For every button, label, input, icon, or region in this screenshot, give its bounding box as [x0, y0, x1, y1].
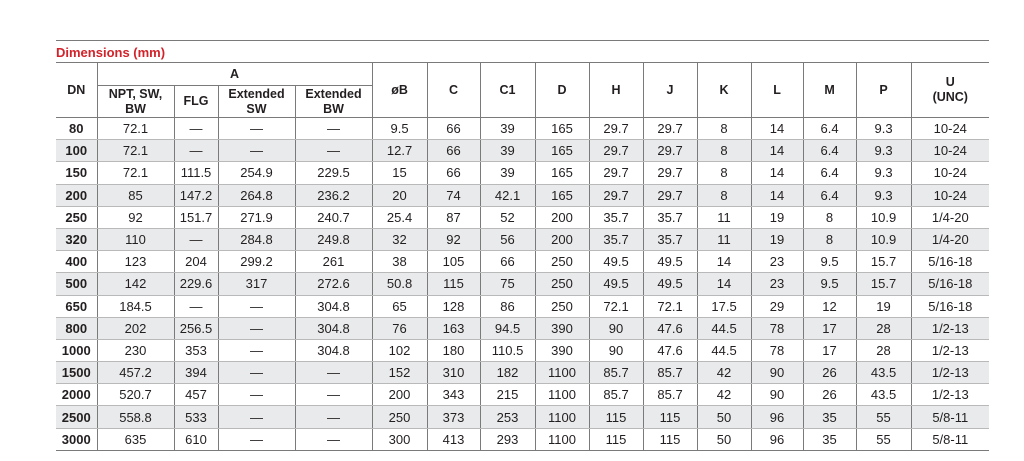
- table-cell: 14: [697, 251, 751, 273]
- table-row: [56, 184, 989, 206]
- table-cell: 47.6: [643, 317, 697, 339]
- table-cell: 90: [589, 317, 643, 339]
- table-cell: 215: [480, 384, 535, 406]
- table-cell: 6.4: [803, 140, 856, 162]
- row-dn-cell: 80: [56, 118, 97, 140]
- row-dn-cell: 320: [56, 228, 97, 250]
- table-cell: 8: [803, 206, 856, 228]
- table-cell: 43.5: [856, 384, 911, 406]
- table-cell: 6.4: [803, 118, 856, 140]
- table-cell: 250: [535, 273, 589, 295]
- table-cell: 115: [643, 428, 697, 450]
- table-cell: 236.2: [295, 184, 372, 206]
- table-cell: —: [295, 384, 372, 406]
- table-cell: 29.7: [589, 162, 643, 184]
- table-cell: 413: [427, 428, 480, 450]
- table-cell: 92: [427, 228, 480, 250]
- row-dn-cell: 1500: [56, 362, 97, 384]
- table-cell: 310: [427, 362, 480, 384]
- table-cell: 147.2: [174, 184, 218, 206]
- dimensions-document: [56, 40, 989, 451]
- table-cell: 151.7: [174, 206, 218, 228]
- table-cell: 85.7: [589, 384, 643, 406]
- table-cell: 49.5: [643, 273, 697, 295]
- header-a-group: A: [97, 63, 372, 86]
- table-cell: 12.7: [372, 140, 427, 162]
- table-cell: 123: [97, 251, 174, 273]
- table-cell: 11: [697, 206, 751, 228]
- table-cell: —: [295, 140, 372, 162]
- table-cell: 256.5: [174, 317, 218, 339]
- table-cell: 110: [97, 228, 174, 250]
- table-cell: 66: [427, 162, 480, 184]
- table-cell: 200: [372, 384, 427, 406]
- table-cell: 128: [427, 295, 480, 317]
- table-cell: 1/4-20: [911, 206, 989, 228]
- table-cell: 1/2-13: [911, 339, 989, 361]
- table-cell: 8: [697, 162, 751, 184]
- table-cell: 19: [751, 228, 803, 250]
- row-dn-cell: 200: [56, 184, 97, 206]
- table-cell: 55: [856, 428, 911, 450]
- table-cell: 304.8: [295, 295, 372, 317]
- table-cell: 1/2-13: [911, 362, 989, 384]
- table-cell: 635: [97, 428, 174, 450]
- table-cell: —: [174, 140, 218, 162]
- table-cell: 202: [97, 317, 174, 339]
- table-cell: 17.5: [697, 295, 751, 317]
- table-cell: 253: [480, 406, 535, 428]
- header-a-sub: FLG: [174, 86, 218, 118]
- table-cell: 105: [427, 251, 480, 273]
- table-cell: 8: [697, 184, 751, 206]
- table-cell: 35: [803, 406, 856, 428]
- table-cell: 90: [589, 339, 643, 361]
- row-dn-cell: 100: [56, 140, 97, 162]
- table-cell: 72.1: [643, 295, 697, 317]
- table-row: [56, 295, 989, 317]
- table-cell: 250: [372, 406, 427, 428]
- table-cell: 304.8: [295, 317, 372, 339]
- table-cell: 10.9: [856, 228, 911, 250]
- table-cell: 47.6: [643, 339, 697, 361]
- table-cell: 9.5: [372, 118, 427, 140]
- table-cell: 180: [427, 339, 480, 361]
- table-cell: 284.8: [218, 228, 295, 250]
- table-cell: 14: [751, 118, 803, 140]
- table-cell: 42: [697, 384, 751, 406]
- table-header: [56, 63, 989, 118]
- header-col: øB: [372, 63, 427, 118]
- table-cell: 5/16-18: [911, 273, 989, 295]
- table-cell: 72.1: [97, 162, 174, 184]
- table-cell: 304.8: [295, 339, 372, 361]
- table-cell: —: [295, 118, 372, 140]
- table-cell: —: [218, 384, 295, 406]
- table-cell: 250: [535, 251, 589, 273]
- table-cell: 72.1: [97, 140, 174, 162]
- table-cell: 5/8-11: [911, 406, 989, 428]
- table-cell: 55: [856, 406, 911, 428]
- table-cell: 78: [751, 317, 803, 339]
- table-cell: 102: [372, 339, 427, 361]
- table-cell: 10-24: [911, 162, 989, 184]
- table-row: [56, 339, 989, 361]
- table-cell: 35: [803, 428, 856, 450]
- table-cell: 23: [751, 251, 803, 273]
- row-dn-cell: 800: [56, 317, 97, 339]
- table-cell: 17: [803, 339, 856, 361]
- header-col: M: [803, 63, 856, 118]
- table-cell: 75: [480, 273, 535, 295]
- row-dn-cell: 2500: [56, 406, 97, 428]
- table-cell: 394: [174, 362, 218, 384]
- table-cell: 10-24: [911, 140, 989, 162]
- table-cell: 299.2: [218, 251, 295, 273]
- header-col: C: [427, 63, 480, 118]
- table-cell: 42.1: [480, 184, 535, 206]
- table-cell: 92: [97, 206, 174, 228]
- table-cell: 11: [697, 228, 751, 250]
- table-cell: 15: [372, 162, 427, 184]
- table-cell: 6.4: [803, 162, 856, 184]
- header-col: P: [856, 63, 911, 118]
- table-cell: 72.1: [589, 295, 643, 317]
- table-cell: 15.7: [856, 251, 911, 273]
- row-dn-cell: 400: [56, 251, 97, 273]
- table-cell: 29.7: [589, 118, 643, 140]
- table-cell: 1100: [535, 384, 589, 406]
- table-cell: 76: [372, 317, 427, 339]
- table-row: [56, 273, 989, 295]
- table-cell: 74: [427, 184, 480, 206]
- table-cell: 29.7: [643, 118, 697, 140]
- table-cell: 271.9: [218, 206, 295, 228]
- table-cell: 165: [535, 118, 589, 140]
- table-title: Dimensions (mm): [56, 45, 166, 60]
- table-cell: —: [218, 406, 295, 428]
- table-cell: 8: [697, 140, 751, 162]
- table-cell: 5/16-18: [911, 251, 989, 273]
- table-cell: 19: [856, 295, 911, 317]
- table-cell: 50: [697, 428, 751, 450]
- header-col: U (UNC): [911, 63, 989, 118]
- table-cell: 85: [97, 184, 174, 206]
- header-col: D: [535, 63, 589, 118]
- table-body: [56, 118, 989, 451]
- table-cell: 1100: [535, 362, 589, 384]
- table-cell: —: [174, 118, 218, 140]
- header-dn: DN: [56, 63, 97, 118]
- table-cell: 19: [751, 206, 803, 228]
- table-cell: 29.7: [643, 184, 697, 206]
- table-cell: 115: [589, 428, 643, 450]
- row-dn-cell: 1000: [56, 339, 97, 361]
- table-cell: 65: [372, 295, 427, 317]
- table-cell: 26: [803, 384, 856, 406]
- table-cell: 35.7: [589, 228, 643, 250]
- table-cell: 457: [174, 384, 218, 406]
- table-cell: 32: [372, 228, 427, 250]
- table-cell: —: [295, 406, 372, 428]
- table-cell: 38: [372, 251, 427, 273]
- table-cell: 25.4: [372, 206, 427, 228]
- table-cell: 229.6: [174, 273, 218, 295]
- table-cell: 39: [480, 162, 535, 184]
- table-cell: 1/2-13: [911, 384, 989, 406]
- table-row: [56, 384, 989, 406]
- table-cell: 29.7: [589, 184, 643, 206]
- table-cell: 50: [697, 406, 751, 428]
- table-cell: 94.5: [480, 317, 535, 339]
- table-cell: 28: [856, 317, 911, 339]
- table-cell: 1/2-13: [911, 317, 989, 339]
- table-cell: 152: [372, 362, 427, 384]
- table-cell: 261: [295, 251, 372, 273]
- table-cell: 85.7: [643, 362, 697, 384]
- table-cell: 29.7: [589, 140, 643, 162]
- table-cell: 86: [480, 295, 535, 317]
- header-a-sub: NPT, SW, BW: [97, 86, 174, 118]
- table-row: [56, 428, 989, 450]
- table-cell: 533: [174, 406, 218, 428]
- row-dn-cell: 250: [56, 206, 97, 228]
- table-cell: 115: [589, 406, 643, 428]
- table-cell: 78: [751, 339, 803, 361]
- table-cell: 49.5: [589, 273, 643, 295]
- header-col: K: [697, 63, 751, 118]
- table-cell: 8: [697, 118, 751, 140]
- table-row: [56, 206, 989, 228]
- table-cell: 43.5: [856, 362, 911, 384]
- row-dn-cell: 3000: [56, 428, 97, 450]
- table-cell: 14: [751, 162, 803, 184]
- table-cell: 240.7: [295, 206, 372, 228]
- table-cell: —: [295, 428, 372, 450]
- table-cell: 44.5: [697, 317, 751, 339]
- table-cell: 66: [427, 140, 480, 162]
- table-cell: 49.5: [589, 251, 643, 273]
- table-cell: 5/16-18: [911, 295, 989, 317]
- table-cell: 14: [751, 184, 803, 206]
- table-cell: 264.8: [218, 184, 295, 206]
- title-bar: [56, 40, 989, 62]
- table-cell: 184.5: [97, 295, 174, 317]
- table-cell: 87: [427, 206, 480, 228]
- table-cell: 39: [480, 118, 535, 140]
- table-cell: 12: [803, 295, 856, 317]
- table-cell: 96: [751, 406, 803, 428]
- row-dn-cell: 500: [56, 273, 97, 295]
- table-cell: 56: [480, 228, 535, 250]
- table-cell: 165: [535, 140, 589, 162]
- table-cell: 23: [751, 273, 803, 295]
- dimensions-table: [56, 62, 989, 451]
- table-cell: 390: [535, 339, 589, 361]
- table-cell: 96: [751, 428, 803, 450]
- header-col: H: [589, 63, 643, 118]
- table-cell: 142: [97, 273, 174, 295]
- table-row: [56, 362, 989, 384]
- table-cell: 200: [535, 206, 589, 228]
- table-cell: 5/8-11: [911, 428, 989, 450]
- table-cell: 10.9: [856, 206, 911, 228]
- table-cell: 85.7: [643, 384, 697, 406]
- table-cell: 163: [427, 317, 480, 339]
- table-row: [56, 228, 989, 250]
- table-cell: 44.5: [697, 339, 751, 361]
- table-cell: 229.5: [295, 162, 372, 184]
- table-cell: 85.7: [589, 362, 643, 384]
- table-cell: 165: [535, 184, 589, 206]
- table-cell: 9.5: [803, 251, 856, 273]
- table-cell: —: [218, 317, 295, 339]
- table-cell: 20: [372, 184, 427, 206]
- table-cell: 343: [427, 384, 480, 406]
- table-cell: 272.6: [295, 273, 372, 295]
- table-cell: 28: [856, 339, 911, 361]
- table-cell: 35.7: [643, 206, 697, 228]
- table-cell: 182: [480, 362, 535, 384]
- table-cell: 1100: [535, 406, 589, 428]
- table-cell: —: [295, 362, 372, 384]
- table-cell: 110.5: [480, 339, 535, 361]
- table-cell: 558.8: [97, 406, 174, 428]
- header-a-sub: Extended BW: [295, 86, 372, 118]
- table-row: [56, 162, 989, 184]
- table-cell: 373: [427, 406, 480, 428]
- table-cell: 457.2: [97, 362, 174, 384]
- table-cell: 9.5: [803, 273, 856, 295]
- table-cell: 50.8: [372, 273, 427, 295]
- table-cell: 10-24: [911, 118, 989, 140]
- row-dn-cell: 650: [56, 295, 97, 317]
- table-cell: 1100: [535, 428, 589, 450]
- table-cell: 9.3: [856, 118, 911, 140]
- table-cell: 90: [751, 384, 803, 406]
- table-cell: —: [174, 228, 218, 250]
- table-cell: 66: [480, 251, 535, 273]
- table-cell: 115: [427, 273, 480, 295]
- table-cell: 26: [803, 362, 856, 384]
- table-cell: 14: [751, 140, 803, 162]
- table-cell: 72.1: [97, 118, 174, 140]
- table-row: [56, 118, 989, 140]
- table-cell: 9.3: [856, 162, 911, 184]
- table-cell: 317: [218, 273, 295, 295]
- table-cell: 35.7: [589, 206, 643, 228]
- table-cell: 10-24: [911, 184, 989, 206]
- table-cell: 254.9: [218, 162, 295, 184]
- header-col: J: [643, 63, 697, 118]
- table-cell: —: [218, 339, 295, 361]
- table-cell: 35.7: [643, 228, 697, 250]
- table-row: [56, 140, 989, 162]
- table-cell: 15.7: [856, 273, 911, 295]
- header-col: L: [751, 63, 803, 118]
- header-col: C1: [480, 63, 535, 118]
- table-cell: 52: [480, 206, 535, 228]
- table-cell: 17: [803, 317, 856, 339]
- table-cell: —: [174, 295, 218, 317]
- table-cell: —: [218, 118, 295, 140]
- table-cell: 390: [535, 317, 589, 339]
- table-cell: 200: [535, 228, 589, 250]
- table-cell: 29: [751, 295, 803, 317]
- table-cell: 249.8: [295, 228, 372, 250]
- table-cell: 6.4: [803, 184, 856, 206]
- table-cell: 39: [480, 140, 535, 162]
- table-cell: 520.7: [97, 384, 174, 406]
- table-cell: 230: [97, 339, 174, 361]
- table-cell: 29.7: [643, 162, 697, 184]
- table-cell: 1/4-20: [911, 228, 989, 250]
- table-cell: 204: [174, 251, 218, 273]
- table-row: [56, 251, 989, 273]
- table-cell: 165: [535, 162, 589, 184]
- table-cell: —: [218, 428, 295, 450]
- table-cell: 250: [535, 295, 589, 317]
- table-cell: 66: [427, 118, 480, 140]
- table-cell: —: [218, 140, 295, 162]
- table-cell: 49.5: [643, 251, 697, 273]
- table-cell: 8: [803, 228, 856, 250]
- table-cell: 14: [697, 273, 751, 295]
- table-cell: 42: [697, 362, 751, 384]
- table-cell: 9.3: [856, 184, 911, 206]
- table-cell: 9.3: [856, 140, 911, 162]
- table-cell: —: [218, 295, 295, 317]
- table-cell: 115: [643, 406, 697, 428]
- header-a-sub: Extended SW: [218, 86, 295, 118]
- table-cell: 300: [372, 428, 427, 450]
- table-cell: 111.5: [174, 162, 218, 184]
- table-cell: —: [218, 362, 295, 384]
- table-cell: 610: [174, 428, 218, 450]
- row-dn-cell: 2000: [56, 384, 97, 406]
- table-row: [56, 406, 989, 428]
- row-dn-cell: 150: [56, 162, 97, 184]
- table-cell: 90: [751, 362, 803, 384]
- table-cell: 29.7: [643, 140, 697, 162]
- table-row: [56, 317, 989, 339]
- table-cell: 293: [480, 428, 535, 450]
- table-cell: 353: [174, 339, 218, 361]
